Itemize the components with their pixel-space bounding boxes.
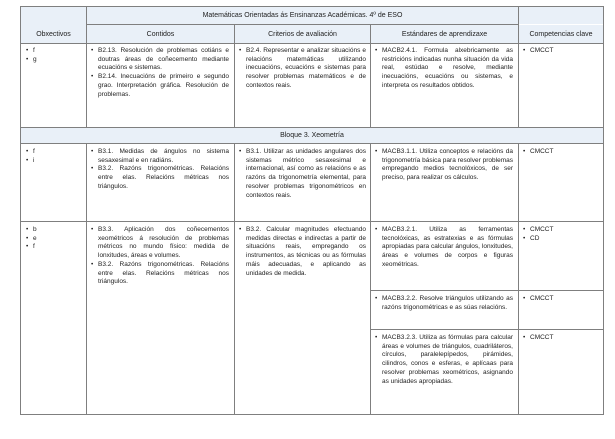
content-item: • B3.2. Razóns trigonométricas. Relacións entre elas. Relacións métricas nos triángulos. [91,165,229,191]
row2-objectives [26,148,81,165]
content-item: • B3.3. Aplicación dos coñecementos xeométricos á resolución de problemas métricos no mundo físico: medida de lonxitudes, áreas e volumes. [91,226,229,261]
header-standards: Estándares de aprendizaxe [371,25,518,43]
rule-col-1b [86,143,87,415]
row1-criteria [239,47,366,91]
competency-item: • CD [523,235,599,244]
row3-standard-2 [375,295,513,312]
header-competencies: Competencias clave [519,25,603,43]
competency-item: • CMCCT [523,334,599,343]
standard-item: • MACB3.2.2. Resolve triángulos utilizando as razóns trigonométricas e as súas relacións. [375,295,513,312]
row1-competencies [523,47,599,56]
block-title: Bloque 3. Xeometría [21,128,603,143]
header-criteria: Criterios de avaliación [235,25,370,43]
row3-competencies-3 [523,334,599,343]
header-contents: Contidos [87,25,234,43]
table-border-bottom [20,414,604,415]
rule-col-3b [370,143,371,415]
row3-contents [91,226,229,287]
criterion-item: • B3.1. Utilizar as unidades angulares dos sistemas métrico sesaxesimal e internacional, así como as relacións e as razóns da trigonometría elemental, para resolver problemas trigonométricos en contextos reais. [239,148,366,200]
content-item: • B2.13. Resolución de problemas cotiáns e doutras áreas de coñecemento mediante ecuacións e sistemas. [91,47,229,73]
objective-item: • e [26,235,81,244]
content-item: • B2.14. Inecuacións de primeiro e segundo grao. Interpretación gráfica. Resolución de problemas. [91,73,229,99]
row1-contents [91,47,229,99]
rule-col-4b [518,143,519,415]
rule-header-bottom [20,43,604,44]
header-blank-right [519,7,603,24]
content-item: • B3.2. Razóns trigonométricas. Relacións entre elas. Relacións métricas nos triángulos. [91,261,229,287]
table-border-right [603,6,604,415]
row1-objectives [26,47,81,64]
objective-item: • f [26,47,81,56]
criterion-item: • B3.2. Calcular magnitudes efectuando medidas directas e indirectas a partir de situacións reais, empregando os instrumentos, as técnicas ou as fórmulas máis adecuadas, e aplicando as unidades de medida. [239,226,366,278]
competency-item: • CMCCT [523,148,599,157]
standard-item: • MACB3.2.3. Utiliza as fórmulas para calcular áreas e volumes de triángulos, cuadriláteros, círculos, paralelepípedos, pirámides, cilindros, conos e esferas, e aplícaas para resolver problemas xeométricos, asignando as unidades apropiadas. [375,334,513,386]
rule-block-bottom [20,143,604,144]
competency-item: • CMCCT [523,226,599,235]
row1-standards [375,47,513,91]
content-item: • B3.1. Medidas de ángulos no sistema sesaxesimal e en radiáns. [91,148,229,165]
rule-row2-bottom [20,221,604,222]
objective-item: • g [26,56,81,65]
objective-item: • f [26,148,81,157]
objective-item: • b [26,226,81,235]
standard-item: • MACB3.2.1. Utiliza as ferramentas tecnolóxicas, as estratexias e as fórmulas apropiadas para calcular ángulos, lonxitudes, áreas e volumes de corpos e figuras xeométricas. [375,226,513,270]
row3-competencies-1 [523,226,599,243]
standard-item: • MACB3.1.1. Utiliza conceptos e relacións da trigonometría básica para resolver problemas empregando medios tecnolóxicos, de ser preciso, para realizar os cálculos. [375,148,513,183]
competency-item: • CMCCT [523,295,599,304]
objective-item: • i [26,157,81,166]
criterion-item: • B2.4. Representar e analizar situacións e relacións matemáticas utilizando inecuacións, ecuacións e sistemas para resolver problemas matemáticos e de contextos reais. [239,47,366,91]
table-border-left [20,6,21,415]
row3-objectives [26,226,81,252]
table-title: Matemáticas Orientadas ás Ensinanzas Académicas. 4º de ESO [87,7,518,24]
row3-competencies-2 [523,295,599,304]
rule-std322-bottom [370,329,604,330]
row2-standards [375,148,513,183]
standard-item: • MACB2.4.1. Formula alxebricamente as restricións indicadas nunha situación da vida real, estúdao e resolve, mediante inecuacións, ecuacións ou sistemas, e interpreta os resultados obtidos. [375,47,513,91]
header-objectives: Obxectivos [21,25,86,43]
row3-standard-3 [375,334,513,386]
row2-criteria [239,148,366,200]
row3-standard-1 [375,226,513,270]
rule-col-2b [234,143,235,415]
competency-item: • CMCCT [523,47,599,56]
rule-std321-bottom [370,290,604,291]
objective-item: • f [26,243,81,252]
row2-competencies [523,148,599,157]
row2-contents [91,148,229,192]
row3-criteria [239,226,366,278]
